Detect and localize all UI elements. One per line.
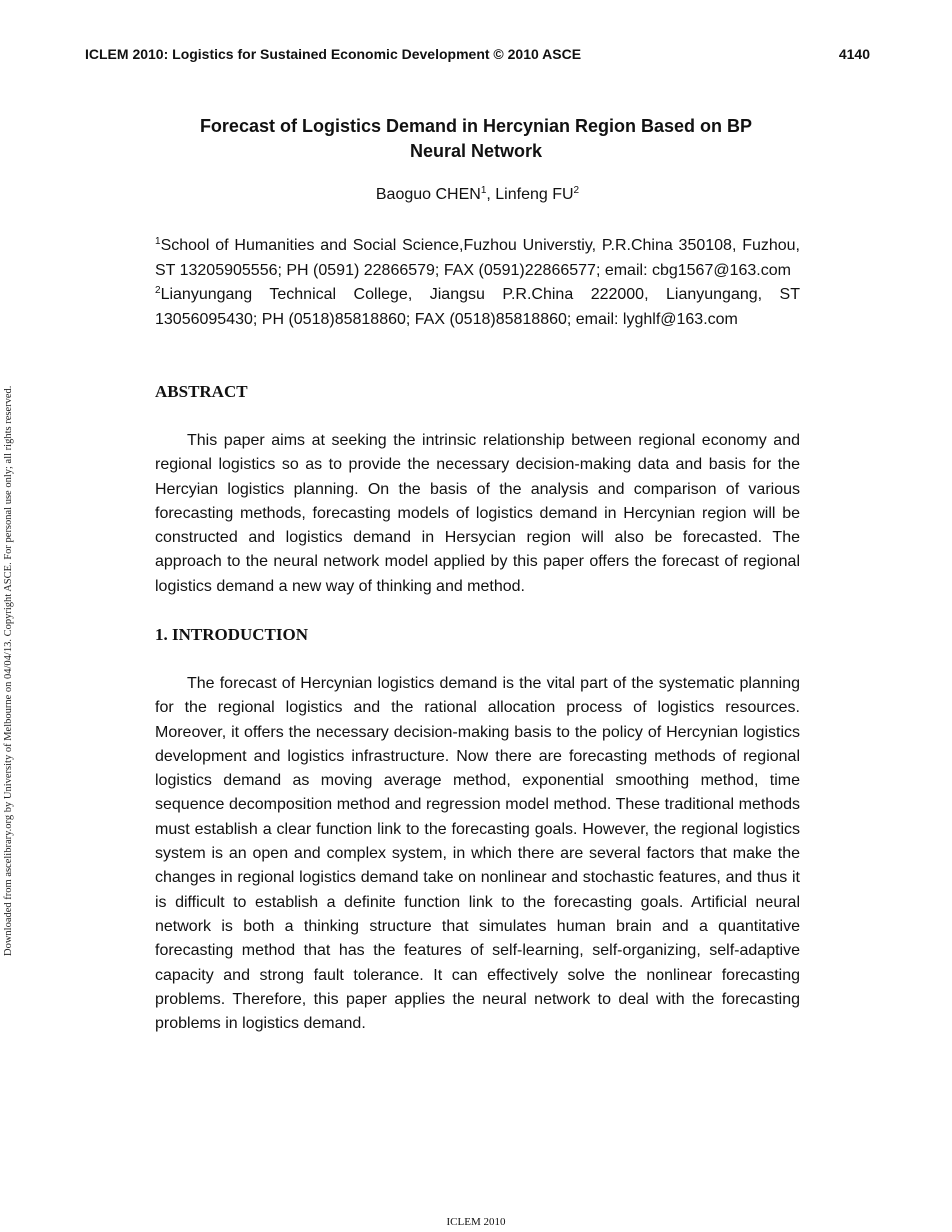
affiliation-1-mark: 1 [155,236,161,247]
introduction-text: The forecast of Hercynian logistics demand is the vital part of the systematic planning for the regional logistics and the rational allocation process of logistics resources. Moreover, it offers the necessary decision-making basis to the policy of Hercynian logistics development and logistics infrastructure. Now there are forecasting methods of regional logistics demand as moving average method, exponential smoothing method, time sequence decomposition method and regression model method. These traditional methods must establish a clear function link to the forecasting goals. However, the regional logistics system is an open and complex system, in which there are several factors that make the changes in regional logistics demand take on nonlinear and stochastic features, and thus it is difficult to establish a definite function link to the forecasting goals. Artificial neural network is both a thinking structure that simulates human brain and a quantitative forecasting method that has the features of self-learning, self-organizing, self-adaptive capacity and strong fault tolerance. It can effectively solve the nonlinear forecasting problems. Therefore, this paper applies the neural network to deal with the forecasting problems in logistics demand. [155,675,800,1033]
affiliation-2-text: Lianyungang Technical College, Jiangsu P.R.China 222000, Lianyungang, ST 13056095430; PH (0518)85818860; FAX (0518)85818860; email: lyghlf@163.com [155,286,800,328]
affiliation-2 [155,283,800,332]
paper-title-line1: Forecast of Logistics Demand in Hercynian Region Based on BP [199,116,753,136]
introduction-heading: 1. INTRODUCTION [155,625,309,644]
author-1-mark: 1 [480,185,487,196]
author-2: Linfeng FU [495,186,574,203]
affiliation-2-mark: 2 [155,285,161,296]
abstract-heading: ABSTRACT [155,382,248,401]
running-title: ICLEM 2010: Logistics for Sustained Economic Development © 2010 ASCE [85,46,582,62]
abstract-text: This paper aims at seeking the intrinsic relationship between regional economy and regional logistics so as to provide the necessary decision-making data and basis for the Hercyian logistics planning. On the basis of the analysis and comparison of various forecasting methods, forecasting models of logistics demand in Hercynian region will be constructed and logistics demand in Hersycian region will also be forecasted. The approach to the neural network model applied by this paper offers the forecast of regional logistics demand a new way of thinking and method. [155,432,800,595]
affiliation-1 [155,234,800,283]
author-2-mark: 2 [573,185,580,196]
author-line [155,186,800,204]
page-footer: ICLEM 2010 [446,1216,506,1228]
author-1: Baoguo CHEN [375,186,481,203]
paper-title [170,114,782,164]
running-header [85,46,870,62]
download-notice: Downloaded from ascelibrary.org by University of Melbourne on 04/04/13. Copyright ASCE. For personal use only; all rights reserved. [3,385,14,956]
affiliations [155,234,800,332]
author-separator: , [486,186,496,203]
paper-title-line2: Neural Network [409,141,543,161]
affiliation-1-text: School of Humanities and Social Science,Fuzhou Universtiy, P.R.China 350108, Fuzhou, ST 13205905556; PH (0591) 22866579; FAX (0591)22866577; email: cbg1567@163.com [155,237,800,279]
page-number: 4140 [838,46,870,62]
